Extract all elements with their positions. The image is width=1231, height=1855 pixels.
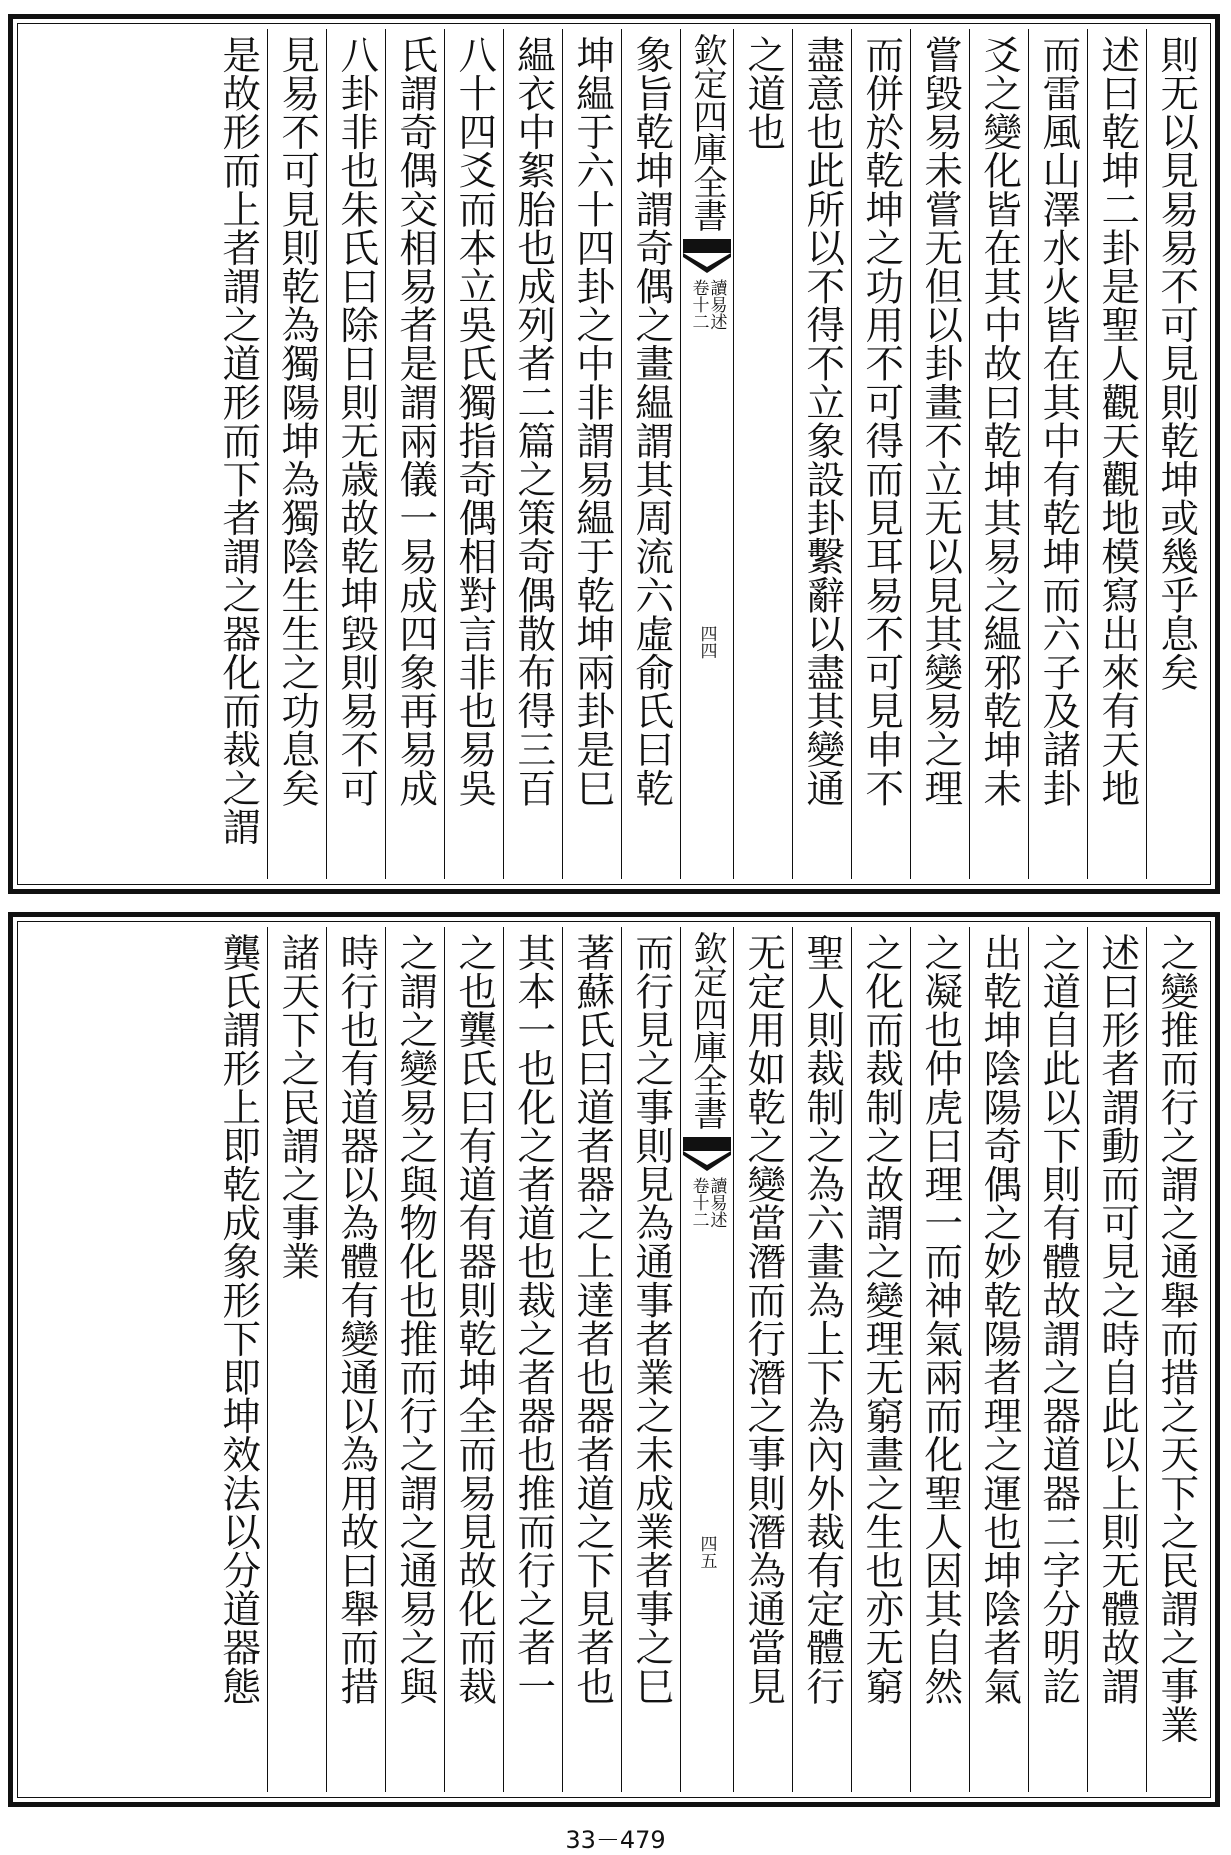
text-column: 之道自此以下則有體故謂之器道器二字分明訖 (1028, 927, 1087, 1792)
text-column: 聖人則裁制之為六畫為上下為內外裁有定體行 (792, 927, 851, 1792)
text-column: 坤緼于六十四卦之中非謂易緼于乾坤兩卦是巳 (562, 29, 621, 879)
text-column: 時行也有道器以為體有變通以為用故曰舉而措 (326, 927, 385, 1792)
text-column: 見易不可見則乾為獨陽坤為獨陰生生之功息矣 (267, 29, 326, 879)
text-column: 其本一也化之者道也裁之者器也推而行之者一 (503, 927, 562, 1792)
text-column: 爻之變化皆在其中故曰乾坤其易之緼邪乾坤未 (969, 29, 1028, 879)
fishtail-mark-icon (683, 1135, 731, 1173)
center-band (680, 927, 733, 1792)
text-column: 龔氏謂形上即乾成象形下即坤效法以分道器態 (216, 933, 262, 1705)
text-column: 是故形而上者謂之道形而下者謂之器化而裁之謂 (216, 35, 262, 846)
text-column: 而雷風山澤水火皆在其中有乾坤而六子及諸卦 (1028, 29, 1087, 879)
text-column: 則无以見易易不可見則乾坤或幾乎息矣 (1146, 29, 1205, 879)
text-column: 之凝也仲虎曰理一而神氣兩而化聖人因其自然 (910, 927, 969, 1792)
text-column: 之變推而行之謂之通舉而措之天下之民謂之事業 (1146, 927, 1205, 1792)
text-column: 之謂之變易之與物化也推而行之謂之通易之與 (385, 927, 444, 1792)
text-column: 著蘇氏曰道者器之上達者也器者道之下見者也 (562, 927, 621, 1792)
text-column: 之也龔氏曰有道有器則乾坤全而易見故化而裁 (444, 927, 503, 1792)
text-column: 嘗毀易未嘗无但以卦畫不立无以見其變易之理 (910, 29, 969, 879)
text-column: 之道也 (733, 29, 792, 879)
page-number: 四四 (696, 625, 717, 659)
text-column: 諸天下之民謂之事業 (267, 927, 326, 1792)
top-columns (23, 29, 1205, 879)
text-column: 而併於乾坤之功用不可得而見耳易不可見申不 (851, 29, 910, 879)
book-title: 欽定四庫全書 (687, 33, 727, 231)
text-column: 述曰形者謂動而可見之時自此以上則无體故謂 (1087, 927, 1146, 1792)
page-number: 四五 (696, 1535, 717, 1569)
book-title: 欽定四庫全書 (687, 931, 727, 1129)
text-column: 无定用如乾之變當潛而行潛之事則潛為通當見 (733, 927, 792, 1792)
text-column: 緼衣中絮胎也成列者二篇之策奇偶散布得三百 (503, 29, 562, 879)
text-column: 而行見之事則見為通事者業之未成業者事之巳 (621, 927, 680, 1792)
text-column: 盡意也此所以不得不立象設卦繫辭以盡其變通 (792, 29, 851, 879)
bottom-columns (23, 927, 1205, 1792)
text-column: 述曰乾坤二卦是聖人觀天觀地模寫出來有天地 (1087, 29, 1146, 879)
text-column: 八十四爻而本立吳氏獨指奇偶相對言非也易吳 (444, 29, 503, 879)
text-column: 象旨乾坤謂奇偶之畫緼謂其周流六虛俞氏曰乾 (621, 29, 680, 879)
text-column: 八卦非也朱氏曰除日則无歳故乾坤毀則易不可 (326, 29, 385, 879)
fishtail-mark-icon (683, 237, 731, 275)
top-page (8, 14, 1220, 894)
text-column: 氏謂奇偶交相易者是謂兩儀一易成四象再易成 (385, 29, 444, 879)
text-column: 出乾坤陰陽奇偶之妙乾陽者理之運也坤陰者氣 (969, 927, 1028, 1792)
text-column: 之化而裁制之故謂之變理无窮畫之生也亦无窮 (851, 927, 910, 1792)
center-band (680, 29, 733, 879)
volume-label: 讀易述 卷十二 (688, 1177, 727, 1228)
footer-page-reference: 33－479 (565, 1826, 666, 1854)
bottom-page (8, 912, 1220, 1807)
volume-label: 讀易述 卷十二 (688, 279, 727, 330)
